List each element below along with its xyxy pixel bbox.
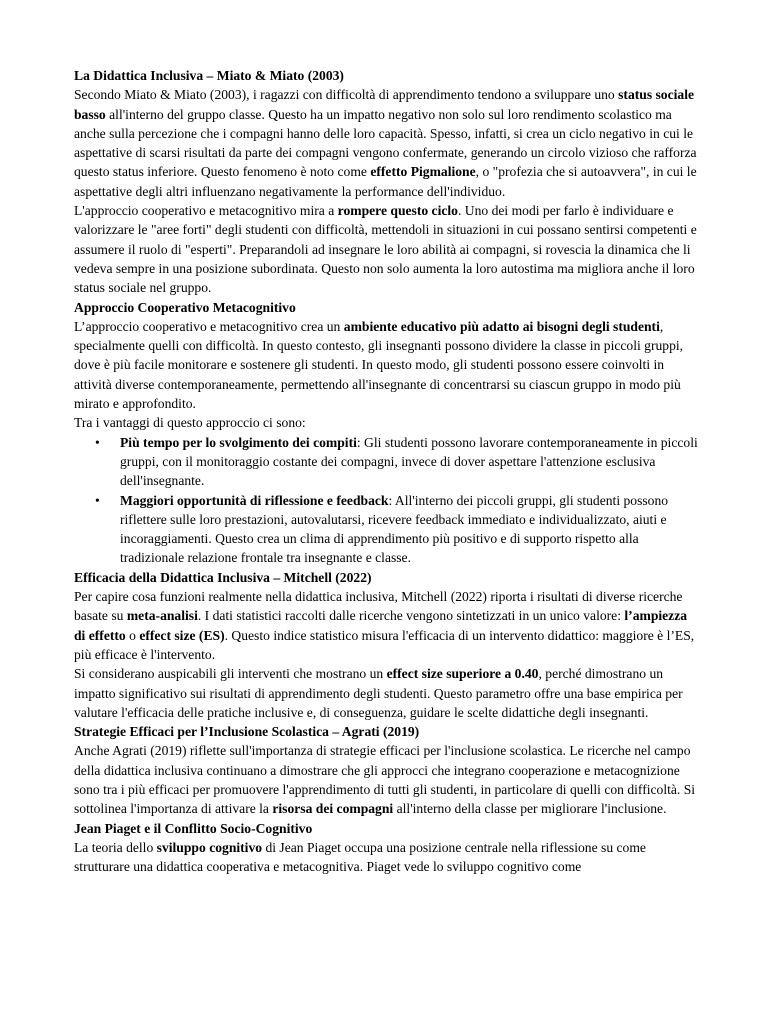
paragraph xyxy=(74,201,698,297)
section-heading-mitchell: Efficacia della Didattica Inclusiva – Mitchell (2022) xyxy=(74,569,372,585)
bold-text: l’ampiezza di effetto xyxy=(74,608,688,643)
section-heading-piaget: Jean Piaget e il Conflitto Socio-Cognitivo xyxy=(74,820,313,836)
list-item xyxy=(74,433,698,491)
text-run: , specialmente quelli con difficoltà. In questo contesto, gli insegnanti possono dividere la classe in piccoli gruppi, dove è più facile monitorare e sostenere gli studenti. In questo modo, gli studenti possono essere coinvolti in attività diverse contemporaneamente, permettendo all'insegnante di concentrarsi su ciascun gruppo in modo più mirato e approfondito. xyxy=(74,318,684,412)
bold-text: sviluppo cognitivo xyxy=(156,839,263,855)
text-run: Si considerano auspicabili gli interventi che mostrano un xyxy=(74,666,387,682)
bold-text: risorsa dei compagni xyxy=(272,801,394,817)
text-run: L'approccio cooperativo e metacognitivo mira a xyxy=(74,203,338,219)
text-run: La teoria dello xyxy=(74,839,157,855)
text-run: : Gli studenti possono lavorare contemporaneamente in piccoli gruppi, con il monitoraggio costante dei compagni, invece di dover aspettare l'attenzione esclusiva dell'insegnante. xyxy=(120,434,698,489)
paragraph xyxy=(74,317,698,413)
paragraph xyxy=(74,838,698,877)
text-run: Per capire cosa funzioni realmente nella didattica inclusiva, Mitchell (2022) riporta i risultati di diverse ricerche basate su xyxy=(74,589,683,624)
bold-text: status sociale basso xyxy=(74,87,695,122)
bold-text: meta-analisi xyxy=(126,608,198,624)
bold-text: effect size (ES) xyxy=(139,627,225,643)
text-run: Secondo Miato & Miato (2003), i ragazzi con difficoltà di apprendimento tendono a sviluppare uno xyxy=(74,87,619,103)
bold-text: rompere questo ciclo xyxy=(337,203,458,219)
list-item xyxy=(74,491,698,568)
text-run: all'interno del gruppo classe. Questo ha un impatto negativo non solo sul loro rendimento scolastico ma anche sulla percezione che i compagni hanno delle loro capacità. Spesso, infatti, si crea un ciclo negativo in cui le aspettative di scarsi risultati da parte dei compagni vengono confermate, generando un circolo vizioso che rafforza questo status inferiore. Questo fenomeno è noto come xyxy=(74,106,697,180)
bold-text: Più tempo per lo svolgimento dei compiti xyxy=(120,434,357,450)
text-run: . Uno dei modi per farlo è individuare e valorizzare le "aree forti" degli studenti con difficoltà, mettendoli in situazioni in cui possano sentirsi competenti e assumere il ruolo di "esperti". Preparandoli ad insegnare le loro abilità ai compagni, si rovescia la dinamica che li vedeva sempre in una posizione subordinata. Questo non solo aumenta la loro autostima ma migliora anche il loro status sociale nel gruppo. xyxy=(74,203,697,296)
text-run: o xyxy=(125,627,140,643)
text-run: , perché dimostrano un impatto significativo sui risultati di apprendimento degli studenti. Questo parametro offre una base empirica per valutare l'efficacia delle pratiche inclusive e, di conseguenza, guidare le scelte didattiche degli insegnanti. xyxy=(74,666,683,720)
section-heading-agrati: Strategie Efficaci per l’Inclusione Scolastica – Agrati (2019) xyxy=(74,724,420,740)
bullet-icon: • xyxy=(95,434,100,450)
text-run: : All'interno dei piccoli gruppi, gli studenti possono riflettere sulle loro prestazioni, autovalutarsi, ricevere feedback immediato e individualizzato, aiuti e incoraggiamenti. Questo crea un clima di apprendimento più positivo e di supporto rispetto alla tradizionale relazione frontale tra insegnante e classe. xyxy=(120,492,669,566)
bullet-icon: • xyxy=(95,492,100,508)
bold-text: effect size superiore a 0.40 xyxy=(386,666,539,682)
bold-text: effetto Pigmalione xyxy=(370,164,476,180)
text-run: di Jean Piaget occupa una posizione centrale nella riflessione su come strutturare una didattica cooperativa e metacognitiva. Piaget vede lo sviluppo cognitivo come xyxy=(74,839,646,875)
bold-text: ambiente educativo più adatto ai bisogni degli studenti xyxy=(343,318,660,334)
bold-text: Maggiori opportunità di riflessione e feedback xyxy=(120,492,389,508)
paragraph xyxy=(74,664,698,722)
text-run: . I dati statistici raccolti dalle ricerche vengono sintetizzati in un unico valore: xyxy=(197,608,625,624)
section-heading-cooperativo: Approccio Cooperativo Metacognitivo xyxy=(74,299,296,315)
advantages-list xyxy=(74,433,698,568)
text-run: Anche Agrati (2019) riflette sull'importanza di strategie efficaci per l'inclusione scolastica. Le ricerche nel campo della didattica inclusiva continuano a dimostrare che gli approcci che integrano cooperazione e metacognizione sono tra i più efficaci per promuovere l'apprendimento di tutti gli studenti, in particolare di quelli con difficoltà. Si sottolinea l'importanza di attivare la xyxy=(74,743,696,817)
text-run: all'interno della classe per migliorare l'inclusione. xyxy=(393,801,667,817)
document-page xyxy=(74,66,698,876)
section-heading-miato: La Didattica Inclusiva – Miato & Miato (2003) xyxy=(74,68,344,83)
paragraph xyxy=(74,85,698,201)
text-run: L’approccio cooperativo e metacognitivo crea un xyxy=(74,318,344,334)
text-run: . Questo indice statistico misura l'efficacia di un intervento didattico: maggiore è l’ES, più efficace è l'intervento. xyxy=(74,627,695,662)
paragraph xyxy=(74,741,698,818)
text-run: , o "profezia che si autoavvera", in cui le aspettative degli altri influenzano negativamente la performance dell'individuo. xyxy=(74,164,697,199)
paragraph xyxy=(74,587,698,664)
paragraph: Tra i vantaggi di questo approccio ci sono: xyxy=(74,415,306,431)
